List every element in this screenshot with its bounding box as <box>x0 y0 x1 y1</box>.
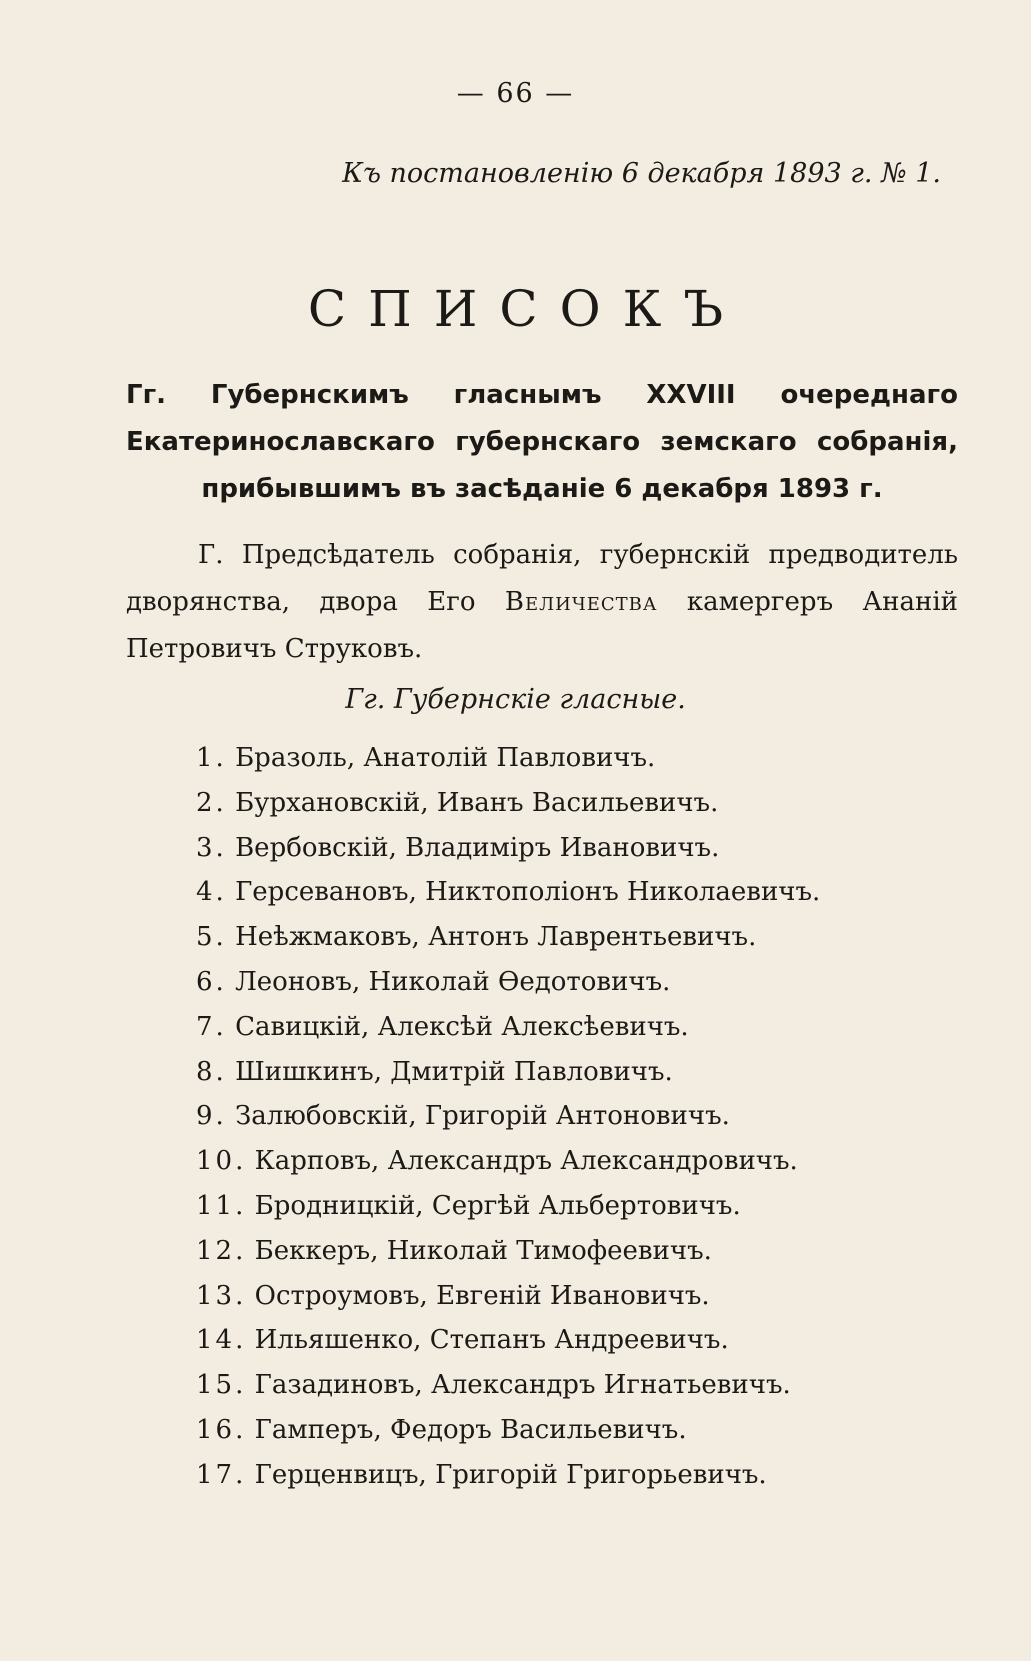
chairman-title-smallcaps: Величества <box>504 587 658 617</box>
members-list <box>196 736 820 1498</box>
member-number: 12. <box>196 1235 247 1266</box>
member-name: Газадиновъ, Александръ Игнатьевичъ. <box>254 1370 791 1401</box>
list-item <box>196 826 820 871</box>
member-number: 11. <box>196 1190 247 1221</box>
list-item <box>196 960 820 1005</box>
member-name: Бурхановскій, Иванъ Васильевичъ. <box>235 787 719 818</box>
list-item <box>196 1094 820 1139</box>
member-number: 9. <box>196 1101 227 1132</box>
member-number: 8. <box>196 1056 227 1087</box>
member-number: 14. <box>196 1325 247 1356</box>
document-title: СПИСОКЪ <box>307 280 746 338</box>
member-name: Шишкинъ, Дмитрій Павловичъ. <box>235 1056 673 1087</box>
decree-reference: Къ постановленію 6 декабря 1893 г. № 1. <box>342 158 941 189</box>
member-number: 7. <box>196 1011 227 1042</box>
chairman-paragraph <box>126 532 958 673</box>
list-item <box>196 1139 820 1184</box>
list-item <box>196 1050 820 1095</box>
member-name: Герсевановъ, Никтополіонъ Николаевичъ. <box>235 877 821 908</box>
member-name: Бразоль, Анатолій Павловичъ. <box>235 743 656 773</box>
member-name: Карповъ, Александръ Александровичъ. <box>254 1146 798 1177</box>
list-item <box>196 1184 820 1229</box>
list-item <box>196 736 820 781</box>
member-number: 15. <box>196 1370 247 1401</box>
member-number: 10. <box>196 1146 247 1177</box>
member-name: Бродницкій, Сергѣй Альбертовичъ. <box>254 1190 741 1221</box>
member-number: 2. <box>196 787 227 818</box>
list-item <box>196 1274 820 1319</box>
document-subtitle: Гг. Губернскимъ гласнымъ XXVIII очереднаго Екатеринославскаго губернскаго земскаго собранія, прибывшимъ въ засѣданіе 6 декабря 1893 г. <box>126 380 958 504</box>
member-name: Ильяшенко, Степанъ Андреевичъ. <box>254 1325 729 1356</box>
member-name: Залюбовскій, Григорій Антоновичъ. <box>235 1101 730 1132</box>
member-number: 6. <box>196 966 227 997</box>
member-number: 1. <box>196 743 227 773</box>
chairman-text-before: Г. Предсѣдатель собранія, губернскій предводитель дворянства, двора Его <box>126 540 958 617</box>
member-name: Остроумовъ, Евгеній Ивановичъ. <box>254 1280 710 1311</box>
list-item <box>196 1408 820 1453</box>
member-name: Неѣжмаковъ, Антонъ Лаврентьевичъ. <box>235 922 757 953</box>
list-item <box>196 781 820 826</box>
list-item <box>196 1453 820 1498</box>
member-number: 17. <box>196 1459 247 1490</box>
page-number: — 66 — <box>456 78 575 109</box>
member-number: 5. <box>196 922 227 953</box>
member-name: Гамперъ, Федоръ Васильевичъ. <box>254 1414 687 1445</box>
list-item <box>196 1318 820 1363</box>
member-name: Герценвицъ, Григорій Григорьевичъ. <box>254 1459 767 1490</box>
list-heading: Гг. Губернскіе гласные. <box>345 684 686 715</box>
list-item <box>196 870 820 915</box>
list-item <box>196 915 820 960</box>
member-number: 16. <box>196 1414 247 1445</box>
chairman-text-after: камергеръ Ананій Петровичъ Струковъ. <box>126 587 958 664</box>
member-name: Савицкій, Алексѣй Алексѣевичъ. <box>235 1011 689 1042</box>
member-number: 13. <box>196 1280 247 1311</box>
member-name: Вербовскій, Владиміръ Ивановичъ. <box>235 832 720 863</box>
list-item <box>196 1005 820 1050</box>
member-name: Леоновъ, Николай Ѳедотовичъ. <box>235 966 671 997</box>
list-item <box>196 1363 820 1408</box>
member-number: 3. <box>196 832 227 863</box>
member-number: 4. <box>196 877 227 908</box>
member-name: Беккеръ, Николай Тимофеевичъ. <box>254 1235 712 1266</box>
list-item <box>196 1229 820 1274</box>
